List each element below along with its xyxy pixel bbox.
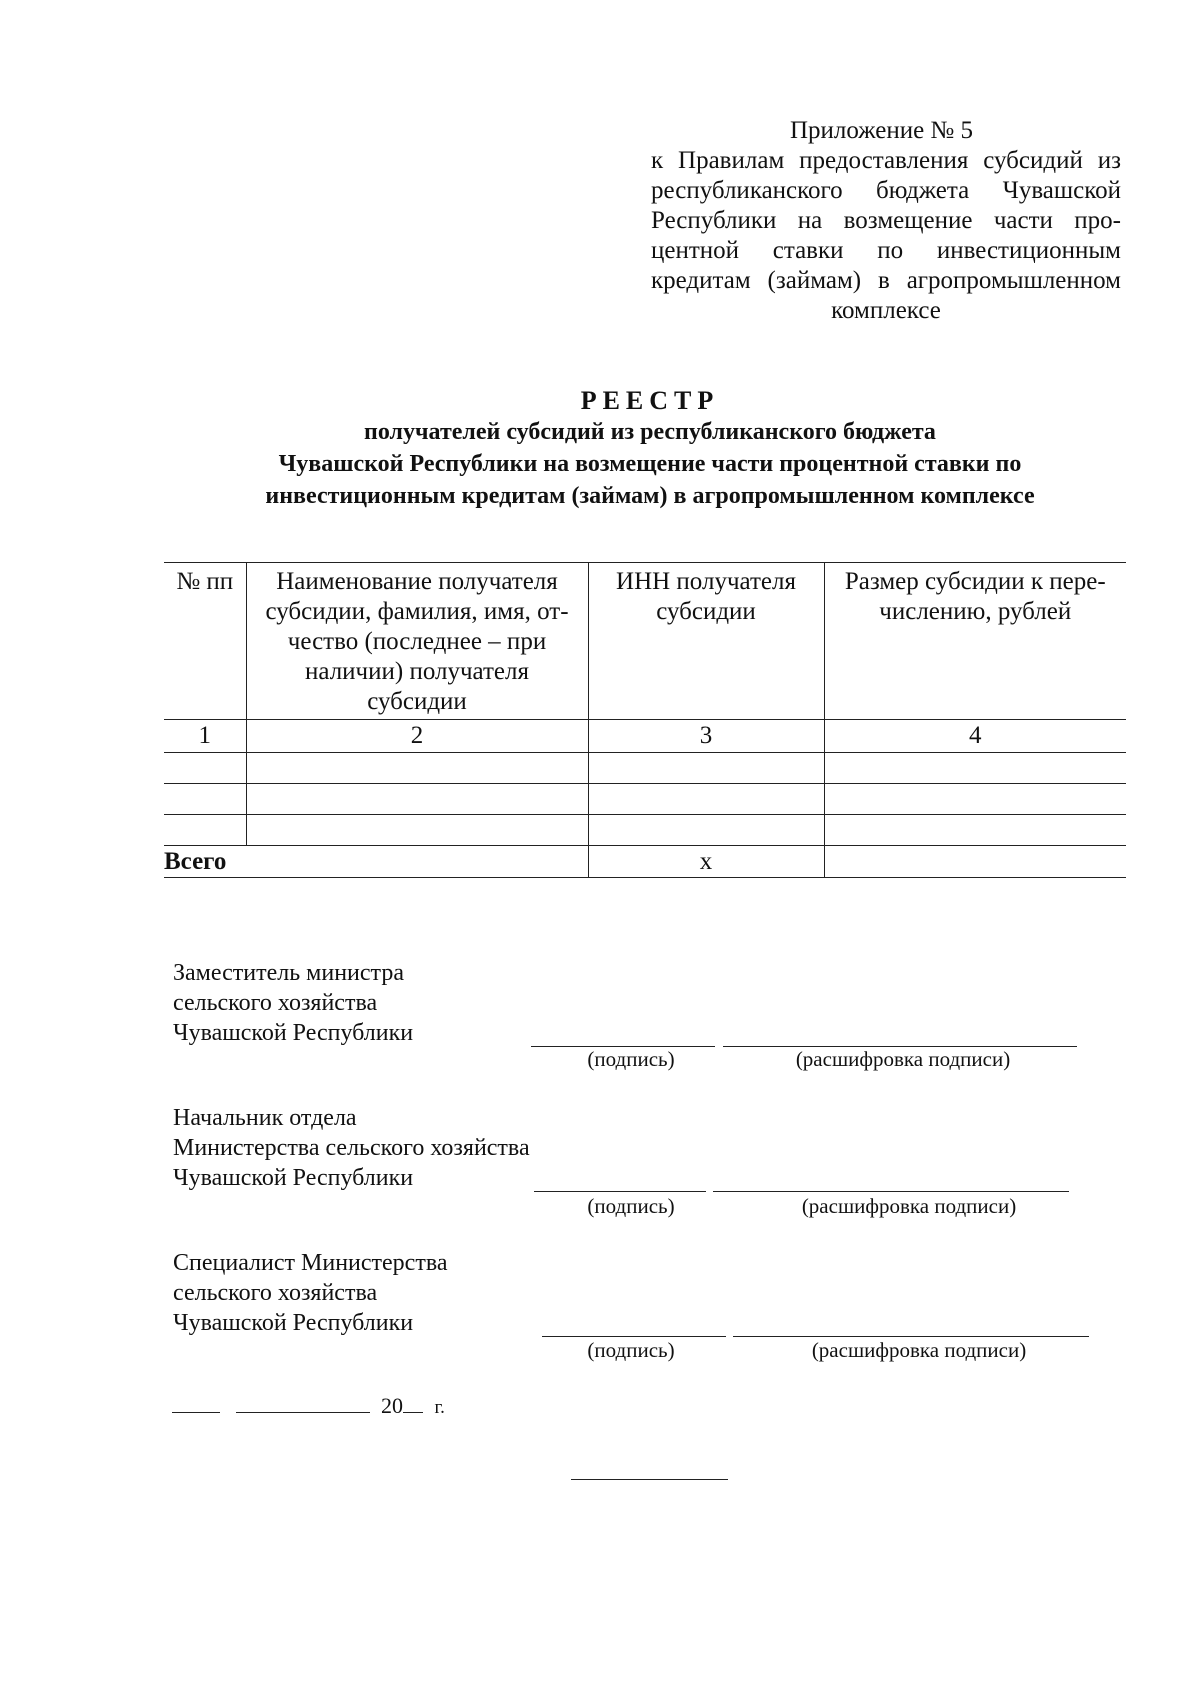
table-cell[interactable] — [588, 753, 824, 784]
table-header-row — [164, 563, 1126, 720]
total-inn-cell: х — [588, 846, 824, 878]
year-suffix: г. — [434, 1397, 445, 1418]
table-cell[interactable] — [246, 815, 588, 846]
table-cell[interactable] — [164, 753, 246, 784]
table-cell[interactable] — [164, 815, 246, 846]
table-cell[interactable] — [824, 753, 1126, 784]
decode-caption: (расшифровка подписи) — [795, 1047, 1011, 1071]
table-cell[interactable] — [164, 784, 246, 815]
table-cell[interactable] — [588, 815, 824, 846]
appendix-line: Республики на возмещение части про- — [651, 207, 1121, 234]
table-row — [164, 815, 1126, 846]
subtitle-line: Чувашской Республики на возмещение части процентной ставки по — [278, 451, 1022, 477]
table-cell[interactable] — [588, 784, 824, 815]
position-line: Чувашской Республики — [173, 1020, 414, 1046]
appendix-line: комплексе — [831, 297, 941, 324]
table-cell[interactable] — [246, 784, 588, 815]
appendix-line: центной ставки по инвестиционным — [651, 237, 1121, 264]
column-number: 1 — [164, 720, 246, 753]
appendix-line: кредитам (займам) в агропромышленном — [651, 267, 1121, 294]
column-number: 3 — [588, 720, 824, 753]
day-blank[interactable] — [172, 1392, 220, 1413]
signature-caption: (подпись) — [587, 1338, 675, 1362]
table-row — [164, 753, 1126, 784]
position-line: Чувашской Республики — [173, 1310, 414, 1336]
name-decode-line[interactable] — [733, 1336, 1089, 1337]
header-subsidy-amount: Размер субсидии к пере-числению, рублей — [824, 563, 1126, 720]
signature-line[interactable] — [542, 1336, 726, 1337]
header-number: № пп — [164, 563, 246, 720]
signatory-position — [173, 1103, 530, 1193]
column-number-row — [164, 720, 1126, 753]
position-line: Начальник отдела — [173, 1105, 357, 1131]
position-line: Министерства сельского хозяйства — [173, 1135, 530, 1161]
appendix-title: Приложение № 5 — [790, 117, 974, 144]
table-cell[interactable] — [824, 784, 1126, 815]
signatory-position — [173, 958, 413, 1048]
signature-caption: (подпись) — [587, 1047, 675, 1071]
appendix-line: республиканского бюджета Чувашской — [651, 177, 1121, 204]
document-title: РЕЕСТР — [580, 386, 720, 415]
total-label: Всего — [164, 846, 588, 878]
appendix-text — [651, 146, 1121, 326]
signatory-position — [173, 1248, 448, 1338]
table-row — [164, 784, 1126, 815]
position-line: Заместитель министра — [173, 960, 404, 986]
decode-caption: (расшифровка подписи) — [801, 1194, 1017, 1218]
appendix-line: к Правилам предоставления субсидий из — [651, 147, 1121, 174]
position-line: Специалист Министерства — [173, 1250, 448, 1276]
name-decode-line[interactable] — [713, 1191, 1069, 1192]
subtitle-line: получателей субсидий из республиканского бюджета — [364, 419, 936, 445]
total-row — [164, 846, 1126, 878]
header-inn: ИНН получателя субсидии — [588, 563, 824, 720]
month-blank[interactable] — [236, 1392, 370, 1413]
year-blank[interactable] — [403, 1392, 423, 1413]
registry-table — [164, 562, 1126, 878]
position-line: Чувашской Республики — [173, 1165, 414, 1191]
signature-caption: (подпись) — [587, 1194, 675, 1218]
column-number: 2 — [246, 720, 588, 753]
position-line: сельского хозяйства — [173, 1280, 378, 1306]
closing-separator — [571, 1479, 728, 1480]
subtitle-line: инвестиционным кредитам (займам) в агропромышленном комплексе — [265, 483, 1035, 509]
document-subtitle — [150, 416, 1150, 512]
column-number: 4 — [824, 720, 1126, 753]
table-cell[interactable] — [246, 753, 588, 784]
signature-line[interactable] — [534, 1191, 706, 1192]
year-prefix: 20 — [381, 1393, 403, 1418]
total-amount-cell[interactable] — [824, 846, 1126, 878]
table-cell[interactable] — [824, 815, 1126, 846]
date-line — [172, 1392, 445, 1422]
decode-caption: (расшифровка подписи) — [811, 1338, 1027, 1362]
header-recipient-name: Наименование получателя субсидии, фамилия, имя, от-чество (последнее – при наличии) получателя субсидии — [246, 563, 588, 720]
position-line: сельского хозяйства — [173, 990, 378, 1016]
